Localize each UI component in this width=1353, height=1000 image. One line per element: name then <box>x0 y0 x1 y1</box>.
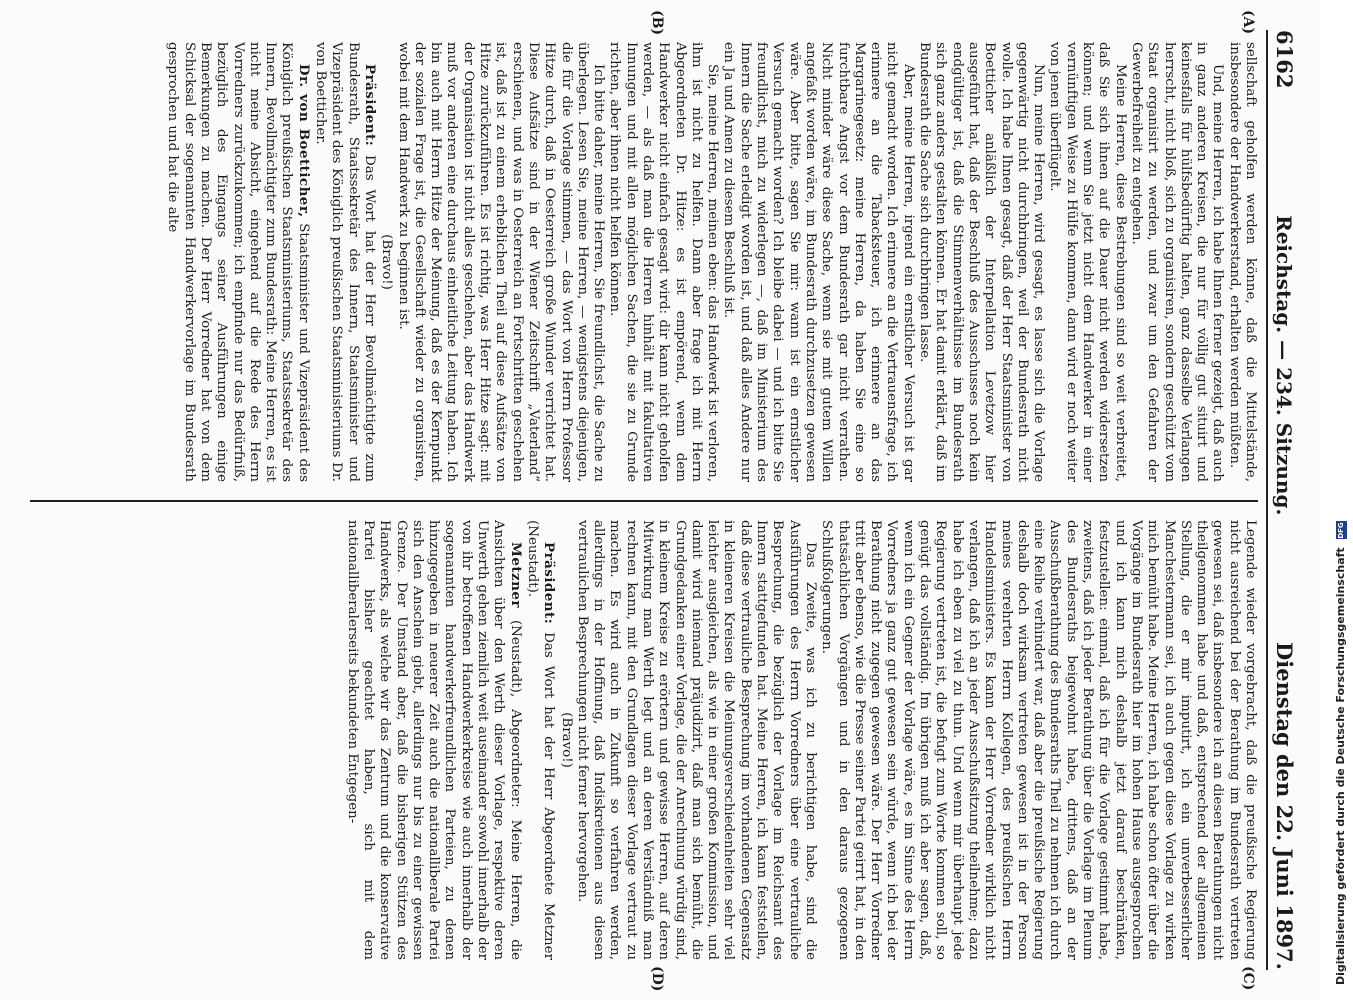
paragraph: Legende wieder vorgebracht, daß die preußische Regierung nicht ausreichend bei der Berathung im Bundesrath vertreten gewesen sei, daß insbesondere ich an diesen Berathungen nicht theilgenommen habe und daß, entsprechend der allgemeinen Stellung, die er mir imputirt, ich ein unverbesserlicher Manchestermann sei, ich auch gegen diese Vorlage zu wirken mich bemüht habe. Meine Herren, ich habe schon öfter über die Vorgänge im Bundesrath hier im hohen Hause ausgesprochen und ich kann mich deshalb jetzt darauf beschränken, festzustellen: einmal, daß ich für die Vorlage gestimmt habe, zweitens, daß ich jeder Berathung über die Vorlage im Plenum des Bundesraths beigewohnt habe, drittens, daß an der Ausschußberathung des Bundesraths Theil zu nehmen ich durch eine Reihe verhindert war, daß aber die preußische Regierung deshalb doch wirksam vertreten gewesen ist in der Person meines verehrten Herrn Kollegen, des preußischen Herrn Handelsministers. Es kann der Herr Vorredner wirklich nicht verlangen, daß ich an jeder Ausschußsitzung theilnehme; dazu habe ich eben zu viel zu thun. Und wenn mir überhaupt jede Regierung vertreten ist, die befugt zum Worte kommen soll, so genügt das vollständig. Im übrigen muß ich aber sagen, daß, wenn ich ein Gegner der Vorlage wäre, es im Sinne des Herrn Vorredners ja ganz gut gewesen sein würde, wenn ich bei der Berathung nicht zugegen gewesen wäre. Der Herr Vorredner tritt aber ebenso, wie die Presse seiner Partei geirrt hat, in den thatsächlichen Vorgängen und in den daraus gezogenen Schlußfolgerungen. <box>819 520 1258 960</box>
speaker-label: Präsident: <box>541 542 558 625</box>
paragraph: Meine Herren, diese Bestrebungen sind so weit verbreitet, daß Sie sich ihnen auf die Dauer nicht werden widersetzen können; und wenn Sie jetzt nicht dem Handwerker in einer vernünftigen Weise zu Hülfe kommen, dann wird er noch weiter von jenen überflügelt. <box>1047 42 1128 482</box>
paragraph: Sie, meine Herren, meinen eben: das Handwerk ist verloren, ihm ist nicht zu helfen. Dann aber frage ich mit Herrn Abgeordneten Dr. Hitze: es ist empörend, wenn dem Handwerker nicht einfach gesagt wird: dir kann nicht geholfen werden, — als daß man die Herren hinhält mit fakultativen Innungen und mit allen möglichen Sachen, die sie zu Grunde richten, aber ihnen nicht helfen können. <box>607 42 721 482</box>
margin-marker-d: (D) <box>649 966 665 992</box>
paragraph: Aber, meine Herren, irgend ein ernstlicher Versuch ist gar nicht gemacht worden. Ich erinnere an die Vertrauensfrage, ich erinnere an die Tabacksteuer, ich erinnere an das Margarinegesetz: meine Herren, da haben Sie eine so furchtbare Angst vor dem Bundesrath gar nicht verrathen. Nicht minder wäre diese Sache, wenn sie mit gutem Willen angefaßt worden wäre, im Bundesrath durchzusetzen gewesen wäre. Aber bitte, sagen Sie mir: wann ist ein ernstlicher Versuch gemacht worden? Ich bleibe dabei — und ich bitte Sie freundlichst, mich zu widerlegen —, daß im Ministerium des Innern die Sache erledigt worden ist, und daß alles Andere nur ein Ja und Amen zu diesem Beschluß ist. <box>721 42 916 482</box>
margin-marker-c: (C) <box>1240 966 1256 991</box>
page-number: 6162 <box>1272 30 1297 89</box>
applause-note: (Bravo!) <box>558 712 574 768</box>
speaker-label: Dr. von Boetticher, <box>295 64 312 218</box>
funding-note: Digitalisierung gefördert durch die Deutsche Forschungsgemeinschaft <box>1334 547 1347 985</box>
speaker-paragraph <box>524 520 558 960</box>
speech-text: Das Wort hat der Herr Bevollmächtigte zum Bundesrath, Staatssekretär des Innern, Staatsminister und Vizepräsident des Königlich preußischen Staatsministeriums Dr. von Boetticher. <box>313 42 377 482</box>
session-title: Reichstag. — 234. Sitzung. <box>1272 215 1296 516</box>
paragraph: Das Zweite, was ich zu berichtigen habe, sind die Ausführungen des Herrn Vorredners über eine vertrauliche Besprechung, die bezüglich der Vorlage im Reichsamt des Innern stattgefunden hat. Meine Herren, ich kann feststellen, daß diese vertrauliche Besprechung im vorhandenen Gegensatz in kleineren Kreisen die Meinungsverschiedenheiten sehr viel leichter ausgleichen, als wie in einer großen Kommission, und damit wird niemand präjudizirt, daß man sich bemüht, die Grundgedanken einer Vorlage, die der Anrechnung würdig sind, in kleinem Kreise zu erörtern und gewisse Herren, auf deren Mitwirkung man Werth legt und an deren Verständniß man rechnen kann, mit den Grundlagen dieser Vorlage vertraut zu machen. Es wird auch in Zukunft so verfahren werden, allerdings in der Hoffnung, daß Indiskretionen aus diesen vertraulichen Besprechungen nicht ferner hervorgehen. <box>574 520 818 960</box>
left-column <box>20 42 1258 482</box>
paragraph: Nun, meine Herren, wird gesagt, es lasse sich die Vorlage gegenwärtig nicht durchbringen, weil der Bundesrath nicht wolle. Ich habe Ihnen gesagt, daß der Herr Staatsminister von Boetticher anläßlich der Interpellation Levetzow hier ausgeführt hat, daß der Beschluß des Ausschusses noch kein endgültiger ist, daß die Stimmenverhältnisse im Bundesrath sich ganz anders gestalten können. Er hat damit erklärt, daß im Bundesrath die Sache sich durchbringen lasse. <box>917 42 1047 482</box>
speaker-paragraph <box>164 42 312 482</box>
speaker-label: Metzner <box>507 542 524 608</box>
speech-text: Staatsminister und Vizepräsident des Königlich preußischen Staatsministeriums, Staatssekretär des Innern, Bevollmächtigter zum Bundesrath: Meine Herren, es ist nicht meine Absicht, eingehend auf die Rede des Herrn Vorredners zurückzukommen; ich empfinde nur das Bedürfniß, bezüglich des Eingangs seiner Ausführungen einige Bemerkungen zu machen. Der Herr Vorredner hat von dem Schicksal der sogenannten Handwerkervorlage im Bundesrath gesprochen und hat die alte <box>165 42 311 482</box>
right-column <box>20 520 1258 960</box>
margin-marker-b: (B) <box>649 10 665 36</box>
speech-text: (Neustadt), Abgeordneter: Meine Herren, die Ansichten über den Werth dieser Vorlage, respektive deren Unwerth gehen ziemlich weit auseinander sowohl innerhalb der von ihr betroffenen Handwerkerkreise wie auch innerhalb der sogenannten handwerkerfreundlichen Parteien, zu denen hinzugegeben in neuerer Zeit auch die nationalliberale Partei sich den Anschein giebt, allerdings nur bis zu einer gewissen Grenze. Der Umstand aber, daß die bisherigen Stützen des Handwerks, als welche wir das Zentrum und die konservative Partei bisher geachtet haben, sich mit dem nationalliberalerseits bekundeten Entgegen- <box>344 520 523 960</box>
margin-marker-a: (A) <box>1240 10 1256 35</box>
column-divider <box>30 500 1258 502</box>
paragraph: Ich bitte daher, meine Herren, Sie freundlichst, die Sache zu überlegen. Lesen Sie, meine Herren, — wenigstens diejenigen, die für die Vorlage stimmen, — das Wort von Herrn Professor Hitze durch, daß in Oesterreich große Wunder verrichtet hat. Diese Aufsätze sind in der Wiener Zeitschrift „Vaterland“ erschienen, und was in Oesterreich an Fortschritten geschehen ist, daß ist zu einem erheblichen Theil auf diese Aufsätze von Hitze zurückzuführen. Es ist richtig, was Herr Hitze sagt: mit der Organisation ist nicht alles geschehen, aber das Handwerk muß vor anderen eine durchaus einheitliche Leitung haben. Ich bin auch mit Herrn Hitze der Meinung, daß es der Kernpunkt der sozialen Frage ist, die Gesellschaft wieder zu organisiren, wobei mit dem Handwerk zu beginnen ist. <box>395 42 607 482</box>
speaker-paragraph <box>343 520 523 960</box>
dfg-logo: DFG <box>1336 522 1345 539</box>
applause-note: (Bravo!) <box>379 234 395 290</box>
speaker-label: Präsident: <box>361 64 378 147</box>
speech-text: Das Wort hat der Herr Abgeordnete Metzner (Neustadt). <box>524 520 557 960</box>
speaker-paragraph <box>312 42 378 482</box>
session-date: Dienstag den 22. Juni 1897. <box>1272 642 1297 970</box>
paragraph: sellschaft geholfen werden könne, daß die Mittelstände, insbesondere der Handwerkerstand, erhalten werden müßten. <box>1226 42 1258 482</box>
footer-text-wrap <box>1330 5 1352 985</box>
page-header <box>1266 30 1312 970</box>
digitization-footer <box>1330 0 1352 1000</box>
paragraph: Und, meine Herren, ich habe Ihnen ferner gezeigt, daß auch in ganz anderen Kreisen, die nur für völlig gut situirt und keinesfalls für hülfsbedürftig halten, ganz dasselbe Verlangen herrscht, nicht bloß, sich zu organisiren, sondern geschützt vom Staat organisirt zu werden, und zwar um den Gefahren der Gewerbefreiheit zu entgehen. <box>1128 42 1226 482</box>
